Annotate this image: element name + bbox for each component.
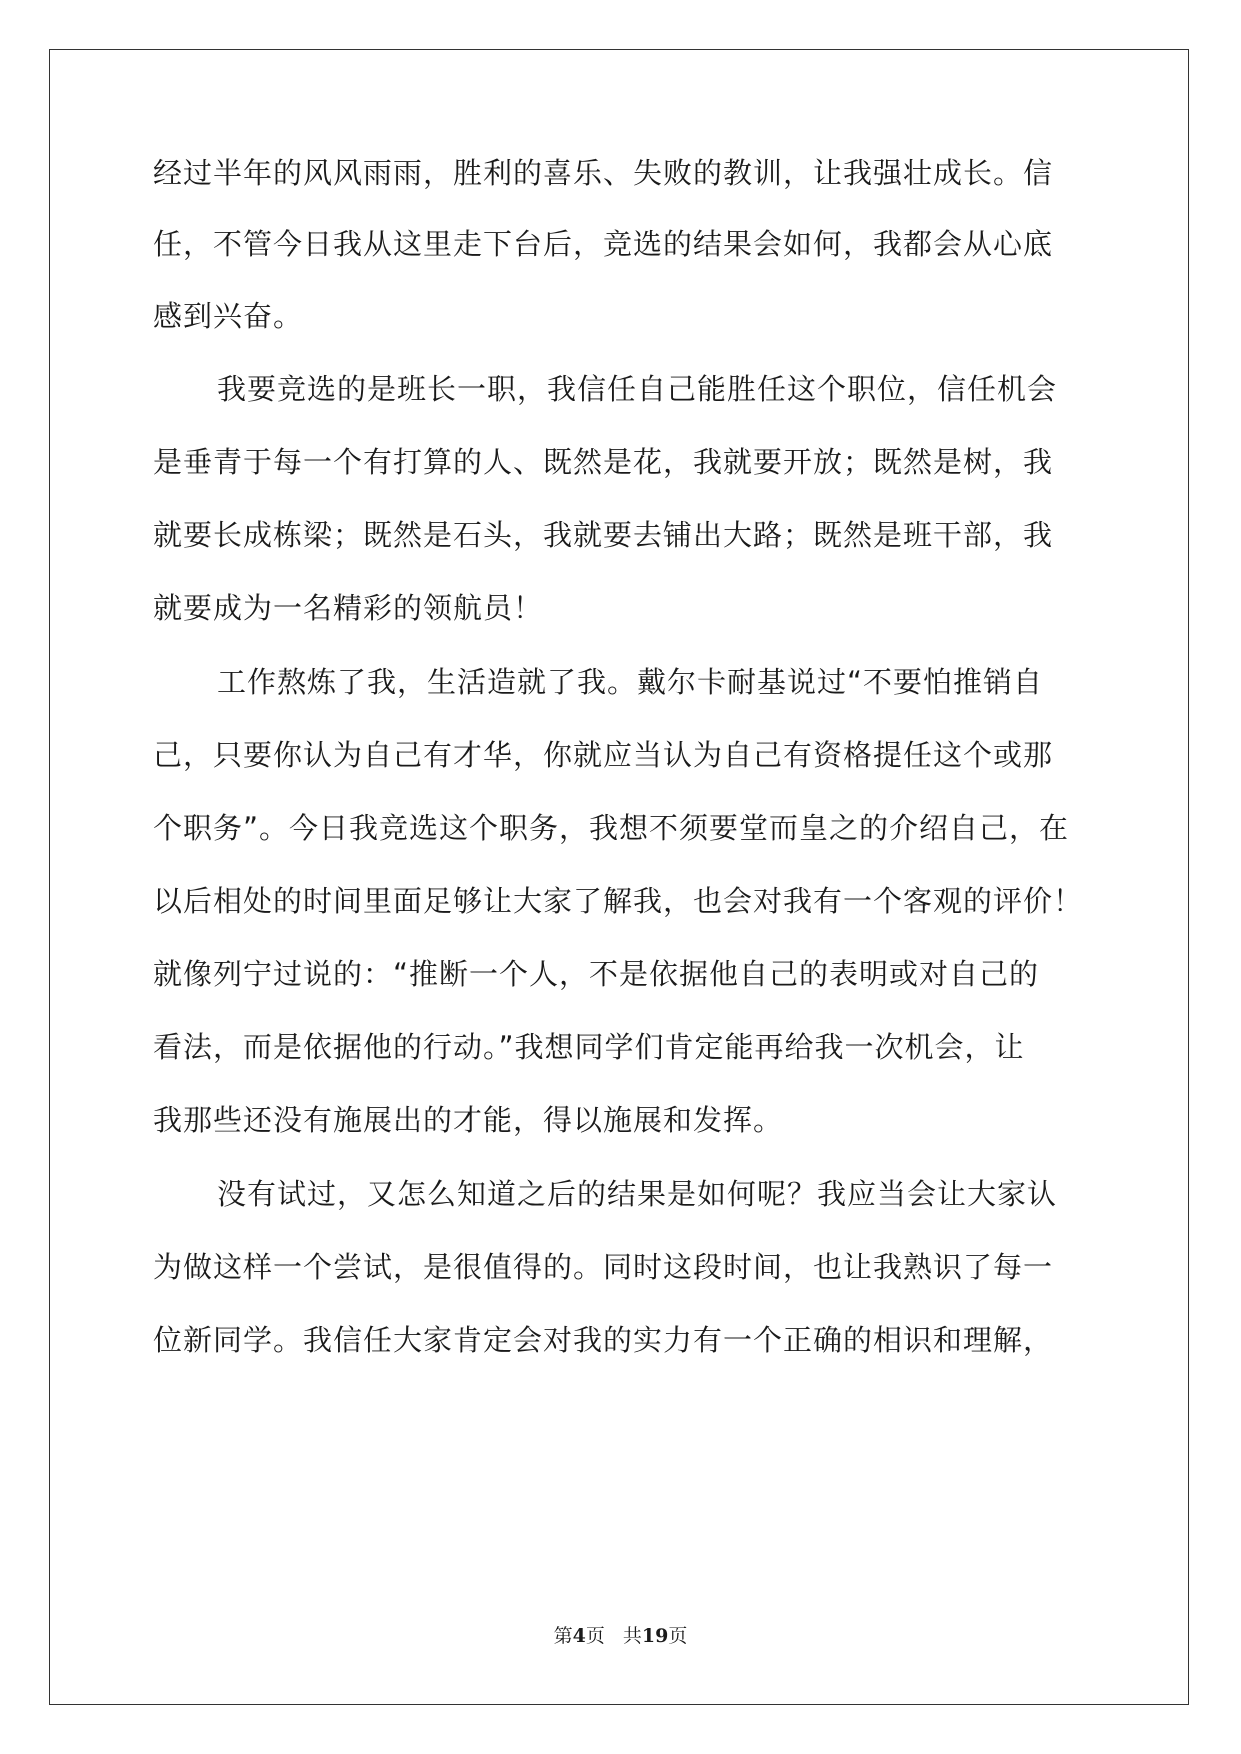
text-line: 经过半年的风风雨雨，胜利的喜乐、失败的教训，让我强壮成长。信 <box>153 156 1054 190</box>
text-line: 看法，而是依据他的行动。”我想同学们肯定能再给我一次机会，让 <box>153 1030 1025 1064</box>
text-line: 就要成为一名精彩的领航员！ <box>153 591 544 625</box>
text-line: 任，不管今日我从这里走下台后，竞选的结果会如何，我都会从心底 <box>153 227 1054 261</box>
text-line: 个职务”。今日我竞选这个职务，我想不须要堂而皇之的介绍自己，在 <box>153 811 1070 845</box>
page-prefix: 第 <box>553 1625 573 1647</box>
text-line: 己，只要你认为自己有才华，你就应当认为自己有资格提任这个或那 <box>153 738 1054 772</box>
text-line: 就要长成栋梁；既然是石头，我就要去铺出大路；既然是班干部，我 <box>153 518 1054 552</box>
page-footer <box>0 1624 1241 1648</box>
text-line: 没有试过，又怎么知道之后的结果是如何呢？我应当会让大家认 <box>217 1177 1058 1211</box>
text-line: 我要竞选的是班长一职，我信任自己能胜任这个职位，信任机会 <box>217 372 1058 406</box>
total-prefix: 共 <box>622 1625 642 1647</box>
text-line: 为做这样一个尝试，是很值得的。同时这段时间，也让我熟识了每一 <box>153 1250 1054 1284</box>
text-line: 感到兴奋。 <box>153 299 304 333</box>
text-line: 位新同学。我信任大家肯定会对我的实力有一个正确的相识和理解， <box>153 1323 1054 1357</box>
page-total: 19 <box>641 1625 669 1647</box>
text-line: 是垂青于每一个有打算的人、既然是花，我就要开放；既然是树，我 <box>153 445 1054 479</box>
text-line: 工作熬炼了我，生活造就了我。戴尔卡耐基说过“不要怕推销自 <box>217 665 1044 699</box>
text-line: 我那些还没有施展出的才能，得以施展和发挥。 <box>153 1103 784 1137</box>
text-line: 以后相处的时间里面足够让大家了解我，也会对我有一个客观的评价！ <box>153 884 1084 918</box>
page-unit: 页 <box>585 1625 605 1647</box>
total-unit: 页 <box>668 1625 688 1647</box>
text-line: 就像列宁过说的：“推断一个人，不是依据他自己的表明或对自己的 <box>153 957 1040 991</box>
page-number: 4 <box>572 1625 586 1647</box>
